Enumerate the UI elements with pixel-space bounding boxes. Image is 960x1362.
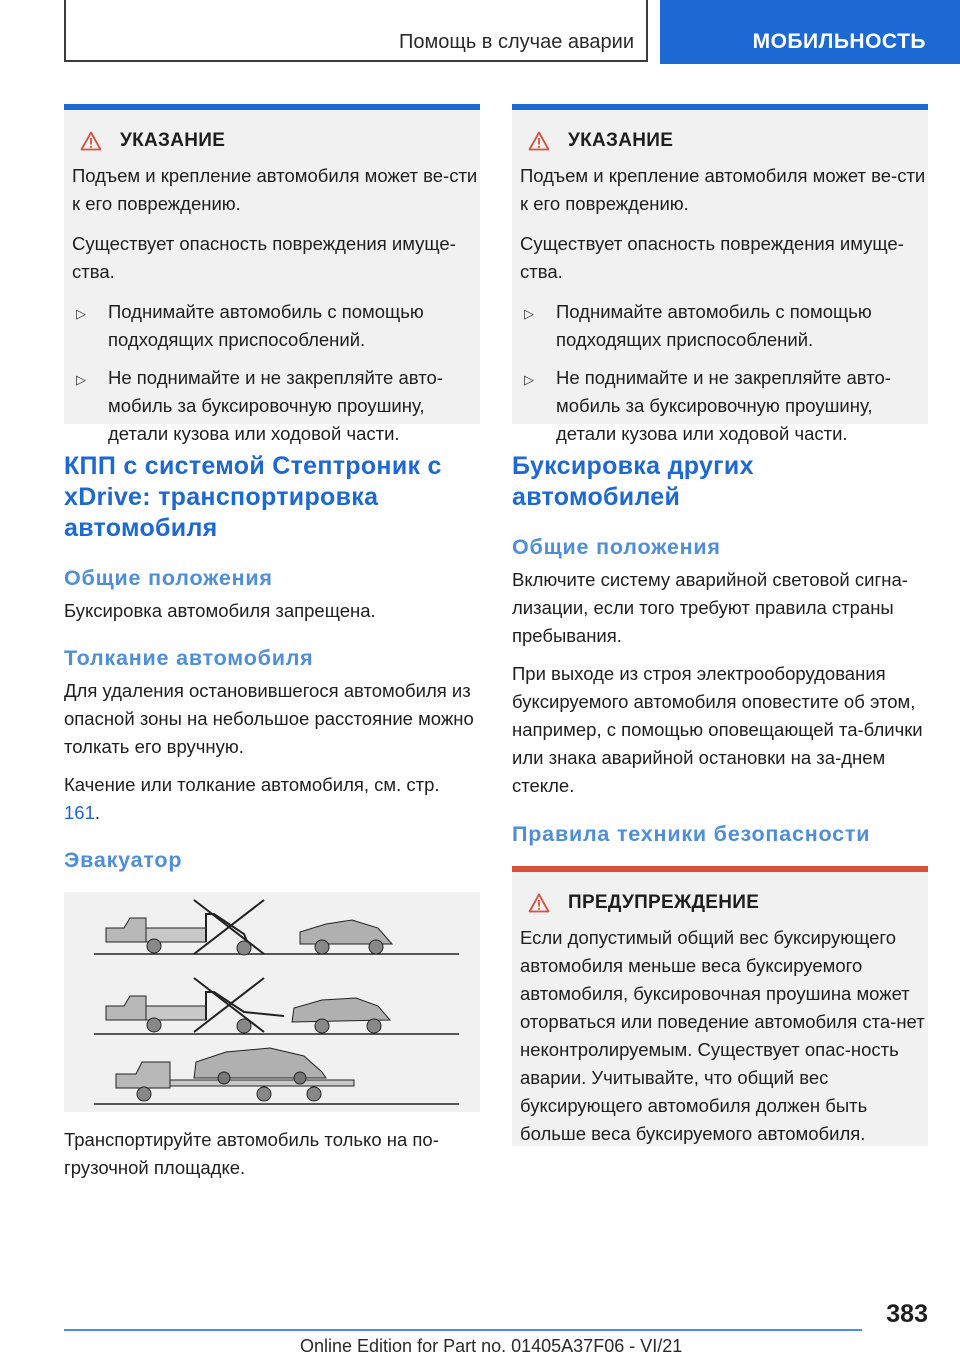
warning-triangle-icon — [528, 893, 550, 913]
notice-box — [512, 104, 928, 444]
warning-box — [512, 866, 928, 1146]
header-chapter-label: МОБИЛЬНОСТЬ — [752, 30, 926, 53]
footer-divider — [64, 1329, 862, 1331]
tow-wheel-lift-method — [94, 978, 459, 1034]
header-section-title: Помощь в случае аварии — [399, 31, 634, 53]
triangle-bullet-icon: ▷ — [76, 306, 86, 321]
right-column — [512, 104, 928, 1146]
notice-title — [72, 130, 480, 152]
warning-triangle-icon — [80, 131, 102, 151]
warning-paragraph: Если допустимый общий вес буксирующего автомобиля меньше веса буксируемого автомобиля, буксировочная проушина может оторваться или поведение автомобиля ста-нет неконтролируемым. Существует опас-ность аварии. Учитывайте, что общий вес буксирующего автомобиля должен быть больше веса буксируемого автомобиля. — [520, 927, 925, 1144]
subheading-general: Общие положения — [512, 535, 721, 559]
triangle-bullet-icon: ▷ — [76, 372, 86, 387]
notice-list — [72, 298, 480, 448]
footer-edition: Online Edition for Part no. 01405A37F06 - VI/21 — [300, 1336, 683, 1356]
notice-title — [520, 130, 928, 152]
tow-flatbed-method — [94, 1048, 459, 1104]
figure-caption: Транспортируйте автомобиль только на по-грузочной площадке. — [64, 1129, 439, 1178]
electrical-failure-text: При выходе из строя электрооборудования буксируемого автомобиля оповестите об этом, например, с помощью оповещающей та-блички или знака аварийной остановки на за-днем стекле. — [512, 663, 923, 796]
warning-title — [520, 892, 928, 914]
list-item: ▷ Не поднимайте и не закрепляйте авто-мобиль за буксировочную проушину, детали кузова или ходовой части. — [76, 367, 443, 444]
tow-truck-diagram — [64, 892, 480, 1112]
triangle-bullet-icon: ▷ — [524, 306, 534, 321]
notice-paragraph-2: Существует опасность повреждения имуще-ства. — [72, 233, 456, 282]
section-heading: Буксировка других автомобилей — [512, 452, 754, 511]
pushing-text: Для удаления остановившегося автомобиля из опасной зоны на небольшое расстояние можно толкать его вручную. — [64, 680, 474, 757]
notice-title-text: УКАЗАНИЕ — [120, 130, 226, 151]
list-item: ▷ Поднимайте автомобиль с помощью подходящих приспособлений. — [76, 301, 424, 350]
warning-title-text: ПРЕДУПРЕЖДЕНИЕ — [568, 892, 760, 913]
header-section-box — [64, 0, 648, 62]
towing-prohibited-text: Буксировка автомобиля запрещена. — [64, 600, 376, 621]
list-item: ▷ Не поднимайте и не закрепляйте авто-мобиль за буксировочную проушину, детали кузова или ходовой части. — [524, 367, 891, 444]
notice-list — [520, 298, 928, 448]
tow-hook-method — [94, 900, 459, 955]
subheading-general: Общие положения — [64, 566, 273, 590]
subheading-safety-rules: Правила техники безопасности — [512, 822, 871, 846]
page-reference-link[interactable]: 161 — [64, 802, 95, 823]
notice-title-text: УКАЗАНИЕ — [568, 130, 674, 151]
notice-box — [64, 104, 480, 444]
list-item: ▷ Поднимайте автомобиль с помощью подходящих приспособлений. — [524, 301, 872, 350]
page-number: 383 — [886, 1300, 928, 1328]
section-heading: КПП с системой Стептроник с xDrive: транспортировка автомобиля — [64, 452, 442, 542]
hazard-lights-text: Включите систему аварийной световой сигна-лизации, если того требуют правила страны пребывания. — [512, 569, 908, 646]
subheading-tow-truck: Эвакуатор — [64, 848, 183, 872]
left-column — [64, 104, 480, 1182]
tow-truck-illustration — [64, 892, 480, 1112]
triangle-bullet-icon: ▷ — [524, 372, 534, 387]
notice-paragraph-1: Подъем и крепление автомобиля может ве-сти к его повреждению. — [72, 165, 478, 214]
notice-paragraph-1: Подъем и крепление автомобиля может ве-сти к его повреждению. — [520, 165, 926, 214]
notice-paragraph-2: Существует опасность повреждения имуще-ства. — [520, 233, 904, 282]
warning-triangle-icon — [528, 131, 550, 151]
subheading-pushing: Толкание автомобиля — [64, 646, 314, 670]
pushing-reference: Качение или толкание автомобиля, см. стр. 161. — [64, 774, 440, 823]
header-chapter-tab — [660, 0, 960, 64]
